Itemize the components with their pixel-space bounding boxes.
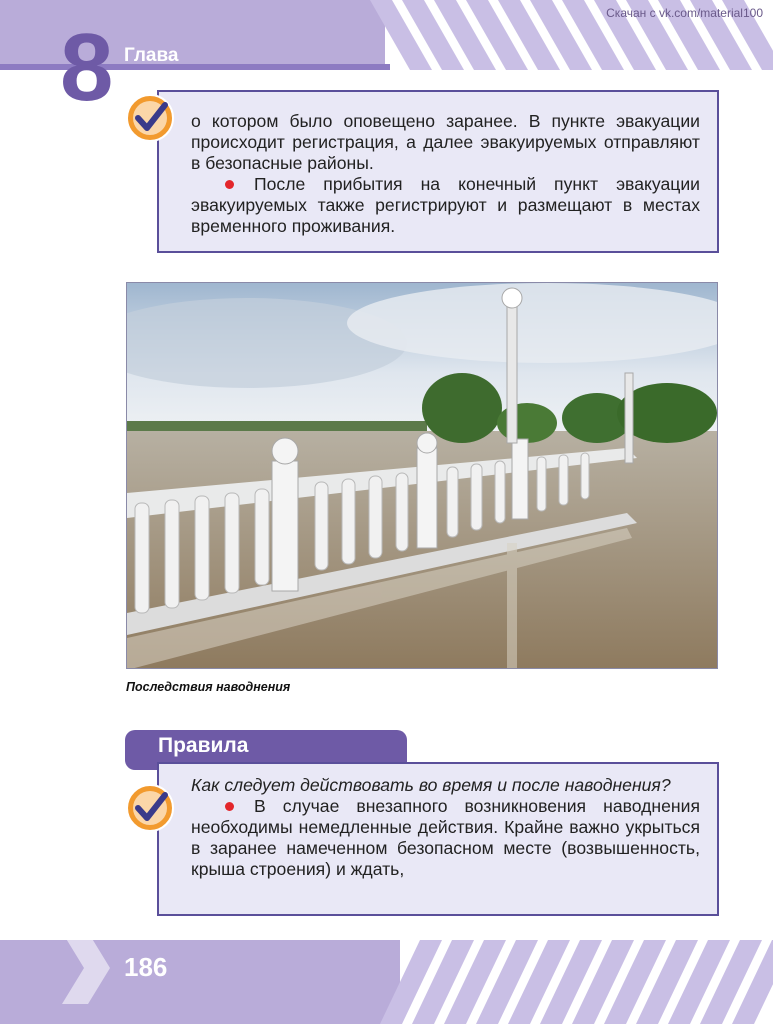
bullet-icon [225,180,234,189]
page-number: 186 [124,952,168,982]
footer-band [0,940,773,1024]
info-paragraph: о котором было оповещено заранее. В пункте эвакуации происходит регистрация, а далее эвакуируемых отправляют в безопасные районы. [191,111,700,173]
rules-title: Правила [158,734,249,757]
bullet-icon [225,802,234,811]
chapter-label: Глава [124,45,179,66]
rules-question: Как следует действовать во время и после наводнения? [191,775,671,795]
checkmark-icon [125,93,175,143]
info-box-text [191,111,700,237]
checkmark-icon [125,783,175,833]
rules-text [191,775,700,880]
rules-paragraph: В случае внезапного возникновения наводнения необходимы немедленные действия. Крайне важно укрыться в заранее намеченном безопасном месте (возвышенность, крыша строения) и ждать, [191,796,700,879]
watermark-text: Скачан с vk.com/material100 [606,6,763,20]
chapter-number: 8 [60,14,112,121]
photo-caption: Последствия наводнения [126,680,291,694]
flood-image [127,283,718,669]
info-paragraph: После прибытия на конечный пункт эвакуации эвакуируемых также регистрируют и размещают в местах временного проживания. [191,174,700,236]
flood-photo [126,282,718,669]
footer-stripes [0,940,773,1024]
